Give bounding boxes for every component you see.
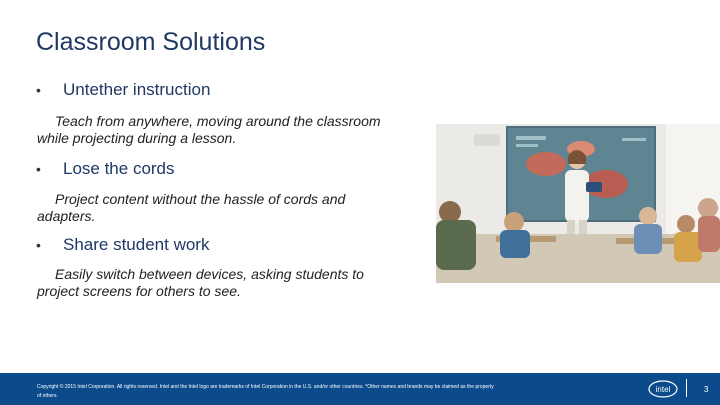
bullet-description: Teach from anywhere, moving around the classroom while projecting during a lesson.	[37, 113, 381, 146]
bullet-description: Project content without the hassle of cords and adapters.	[37, 191, 346, 224]
bullet-share-student-work	[36, 235, 209, 255]
classroom-photo	[436, 124, 720, 283]
slide-title: Classroom Solutions	[36, 28, 266, 56]
bullet-marker: •	[36, 237, 41, 253]
bullet-heading: Lose the cords	[63, 159, 175, 178]
copyright-notice: Copyright © 2015 Intel Corporation. All rights reserved. Intel and the Intel logo are trademarks of Intel Corporation in the U.S. and/or other countries. *Other names and brands may be claimed as the property of others.	[37, 384, 494, 399]
bullet-heading: Untether instruction	[63, 80, 211, 99]
classroom-illustration	[436, 124, 720, 283]
bullet-description: Easily switch between devices, asking students to project screens for others to see.	[37, 266, 364, 299]
svg-text:intel: intel	[655, 385, 671, 394]
bullet-marker: •	[36, 161, 41, 177]
bullet-untether-instruction	[36, 80, 210, 100]
bullet-heading: Share student work	[63, 235, 210, 254]
bullet-lose-the-cords	[36, 159, 175, 179]
page-number: 3	[704, 385, 709, 394]
bullet-marker: •	[36, 82, 41, 98]
footer-divider	[686, 379, 687, 397]
intel-logo	[648, 379, 678, 399]
